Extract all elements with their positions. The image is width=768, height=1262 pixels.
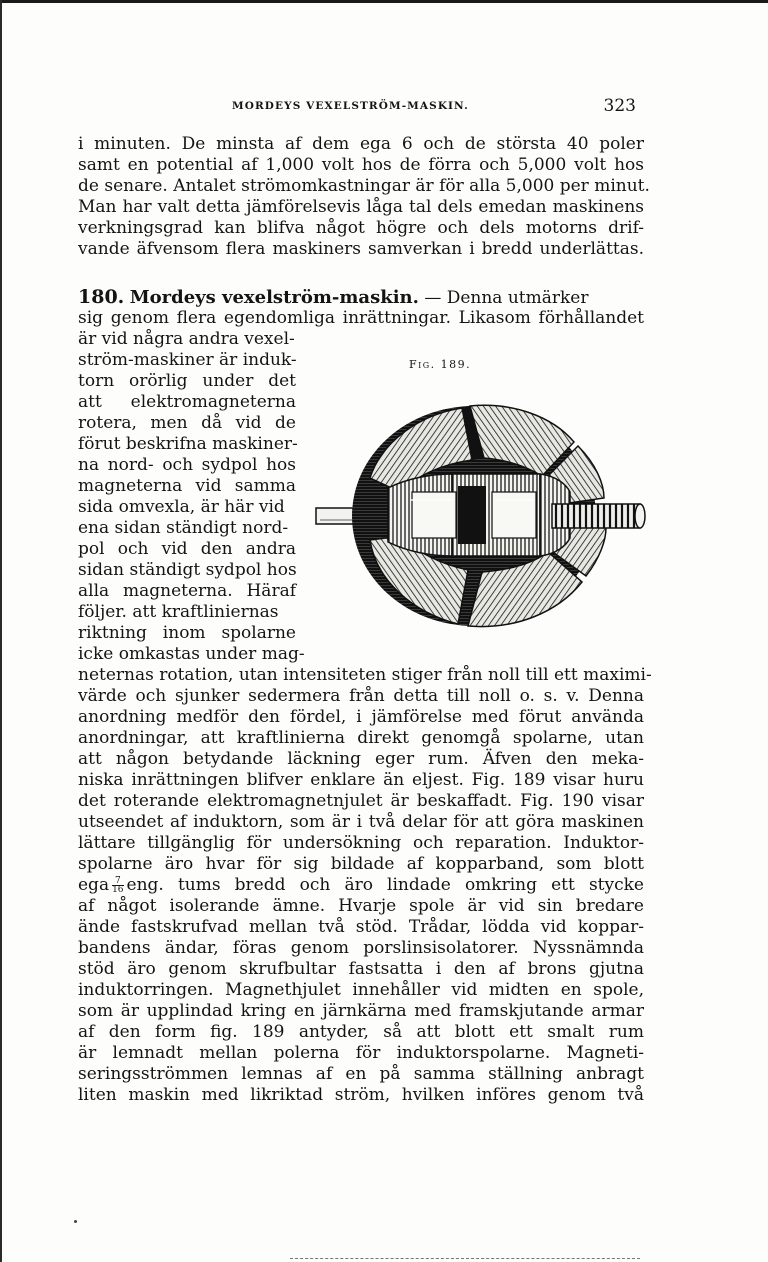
fraction-denominator: 16 — [112, 884, 124, 895]
text-line: utseendet af induktorn, som är i två delar för att göra maskinen — [78, 812, 644, 832]
text-line: bandens ändar, föras genom porslinsisolatorer. Nyssnämnda — [78, 938, 644, 958]
text-line: spolarne äro hvar för sig bildade af kopparband, som blott — [78, 854, 644, 874]
text-line: af något isolerande ämne. Hvarje spole är vid sin bredare — [78, 896, 644, 916]
text-line: neternas rotation, utan intensiteten stiger från noll till ett maximi- — [78, 665, 652, 685]
text-line: är vid några andra vexel- — [78, 329, 295, 349]
threaded-shaft — [552, 504, 645, 528]
section-heading — [78, 287, 644, 307]
text-line: magneterna vid samma — [78, 476, 296, 496]
fraction-numerator: 7 — [112, 877, 123, 886]
text-line: induktorringen. Magnethjulet innehåller vid midten en spole, — [78, 980, 644, 1000]
text-line: alla magneterna. Häraf — [78, 581, 296, 601]
text-line: är lemnadt mellan polerna för induktorspolarne. Magneti- — [78, 1043, 644, 1063]
text-line: niska inrättningen blifver enklare än eljest. Fig. 189 visar huru — [78, 770, 644, 790]
page-number: 323 — [603, 96, 636, 116]
central-hub — [388, 474, 570, 556]
text-line: af den form fig. 189 antyder, så att blott ett smalt rum — [78, 1022, 644, 1042]
text-line: lättare tillgänglig för undersökning och reparation. Induktor- — [78, 833, 644, 853]
page-header — [78, 96, 644, 118]
text-line: ände fastskrufvad mellan två stöd. Trådar, lödda vid koppar- — [78, 917, 644, 937]
text-line: vande äfvensom flera maskiners samverkan i bredd underlättas. — [78, 239, 644, 259]
text-line: pol och vid den andra — [78, 539, 296, 559]
text-line: riktning inom spolarne — [78, 623, 296, 643]
section-title: Mordeys vexelström-maskin. — [129, 287, 419, 308]
text-line: rotera, men då vid de — [78, 413, 296, 433]
text-line: icke omkastas under mag- — [78, 644, 305, 664]
text-line: som är upplindad kring en järnkärna med framskjutande armar — [78, 1001, 644, 1021]
text-line-fraction — [78, 875, 644, 895]
text-line: det roterande elektromagnetnjulet är beskaffadt. Fig. 190 visar — [78, 791, 644, 811]
section-number: 180. — [78, 286, 125, 308]
fraction-prefix: ega — [78, 875, 110, 895]
text-line: samt en potential af 1,000 volt hos de förra och 5,000 volt hos — [78, 155, 644, 175]
text-line: stöd äro genom skrufbultar fastsatta i den af brons gjutna — [78, 959, 644, 979]
paper-speck — [74, 1220, 77, 1223]
text-line: att elektromagneterna — [78, 392, 296, 412]
text-line: seringsströmmen lemnas af en på samma ställning anbragt — [78, 1064, 644, 1084]
figure-magnet-wheel — [312, 380, 646, 648]
magnet-wheel-illustration — [312, 380, 646, 648]
text-line: förut beskrifna maskiner- — [78, 434, 298, 454]
text-line: i minuten. De minsta af dem ega 6 och de största 40 poler — [78, 134, 644, 154]
text-line: sida omvexla, är här vid — [78, 497, 285, 517]
text-line: värde och sjunker sedermera från detta till noll o. s. v. Denna — [78, 686, 644, 706]
text-line: liten maskin med likriktad ström, hvilken införes genom två — [78, 1085, 644, 1105]
text-line: anordning medför den fördel, i jämförelse med förut använda — [78, 707, 644, 727]
text-line: sidan ständigt sydpol hos — [78, 560, 297, 580]
figure-caption: Fig. 189. — [409, 358, 472, 371]
page-edge — [0, 0, 768, 3]
text-line: ström-maskiner är induk- — [78, 350, 297, 370]
text-line: ena sidan ständigt nord- — [78, 518, 289, 538]
text-line: anordningar, att kraftlinierna direkt genomgå spolarne, utan — [78, 728, 644, 748]
page-edge-left — [0, 0, 2, 1262]
text-line: verkningsgrad kan blifva något högre och dels motorns drif- — [78, 218, 644, 238]
text-line: att någon betydande läckning eger rum. Äfven den meka- — [78, 749, 644, 769]
text-line: torn orörlig under det — [78, 371, 296, 391]
fraction-suffix: eng. tums bredd och äro lindade omkring ett stycke — [126, 875, 644, 895]
footer-rule — [290, 1258, 640, 1259]
text-line: sig genom flera egendomliga inrättningar. Likasom förhållandet — [78, 308, 644, 328]
text-line: na nord- och sydpol hos — [78, 455, 296, 475]
section-lead: — Denna utmärker — [424, 288, 589, 308]
running-head: MORDEYS VEXELSTRÖM-MASKIN. — [232, 100, 469, 112]
text-line: de senare. Antalet strömomkastningar är för alla 5,000 per minut. — [78, 176, 650, 196]
fraction — [112, 877, 123, 894]
text-line: följer. att kraftliniernas — [78, 602, 279, 622]
text-line: Man har valt detta jämförelsevis låga tal dels emedan maskinens — [78, 197, 644, 217]
